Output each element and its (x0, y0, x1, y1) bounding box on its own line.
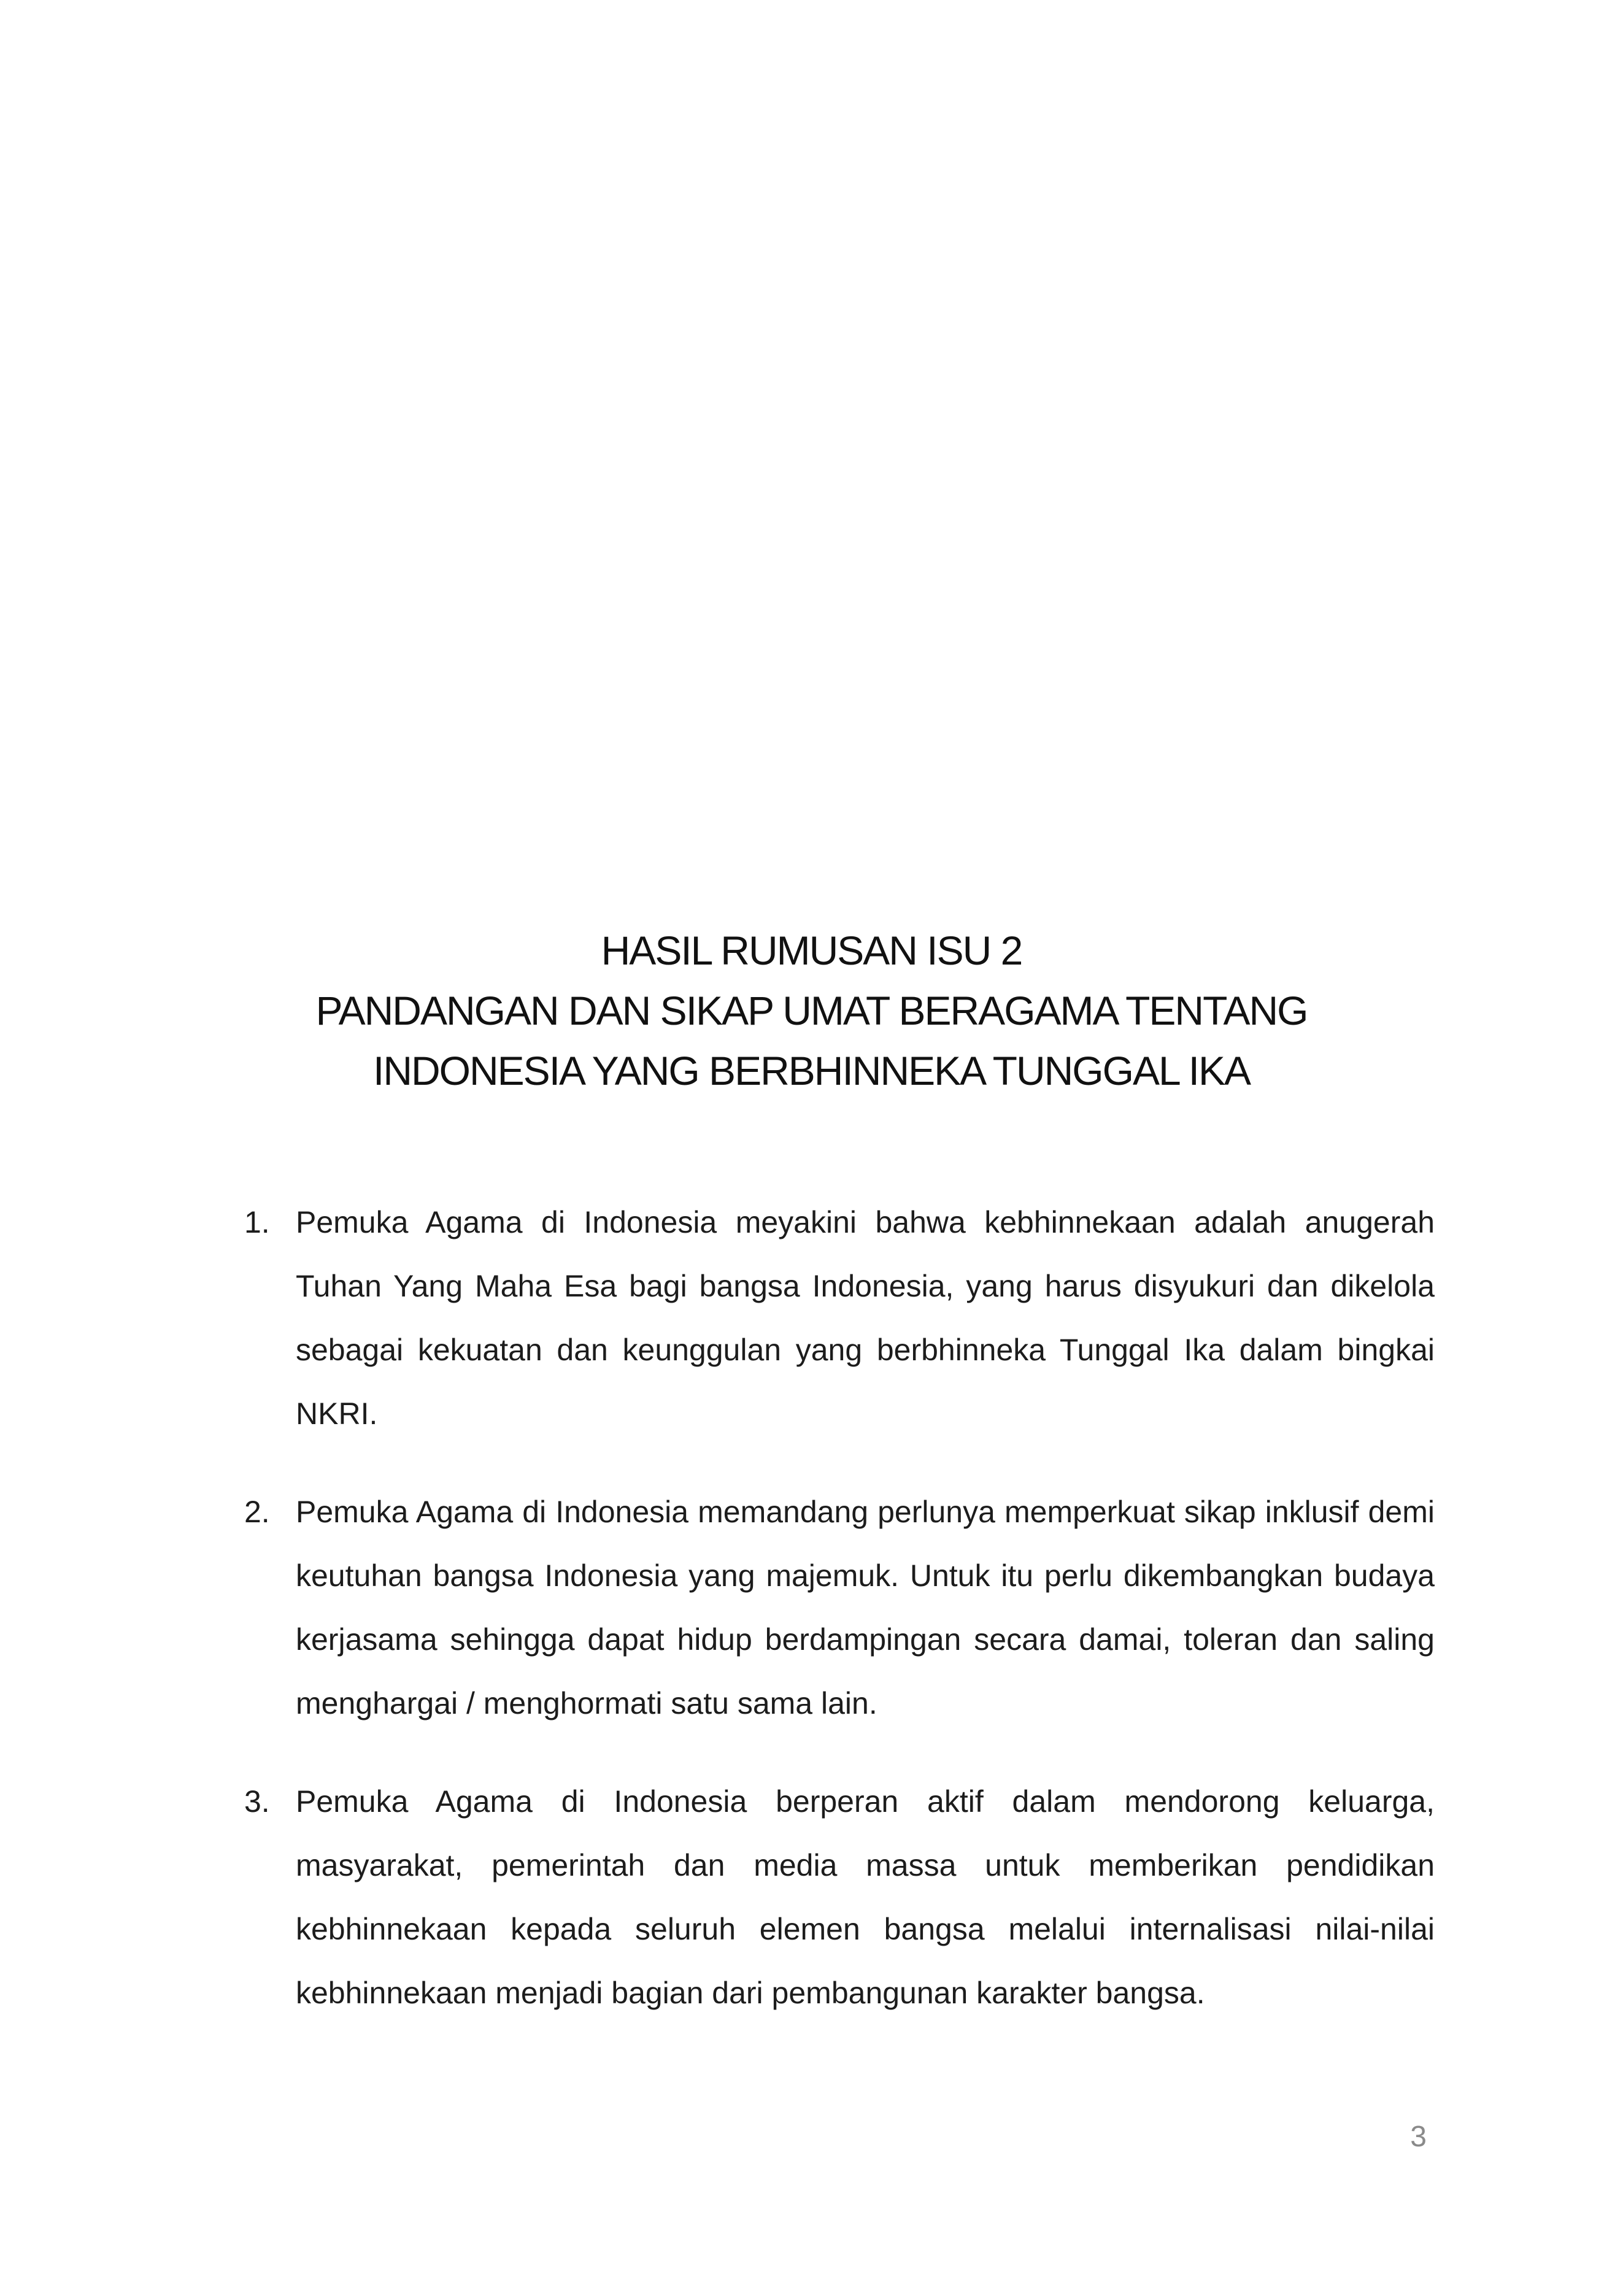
title-line-3: INDONESIA YANG BERBHINNEKA TUNGGAL IKA (373, 1048, 1250, 1093)
list-item-1 (244, 1190, 1435, 1446)
page-number: 3 (1410, 2121, 1427, 2153)
title-line-2: PANDANGAN DAN SIKAP UMAT BERAGAMA TENTANG (315, 988, 1308, 1033)
list-item-number: 1. (244, 1205, 270, 1239)
list-item-text: Pemuka Agama di Indonesia memandang perlunya memperkuat sikap inklusif demi keutuhan bangsa Indonesia yang majemuk. Untuk itu perlu dikembangkan budaya kerjasama sehingga dapat hidup berdampingan secara damai, toleran dan saling menghargai / menghormati satu sama lain. (296, 1495, 1435, 1720)
document-title (184, 920, 1439, 1101)
list-item-text: Pemuka Agama di Indonesia meyakini bahwa kebhinnekaan adalah anugerah Tuhan Yang Maha Esa bagi bangsa Indonesia, yang harus disyukuri dan dikelola sebagai kekuatan dan keunggulan yang berbhinneka Tunggal Ika dalam bingkai NKRI. (296, 1205, 1435, 1431)
list-item-3 (244, 1770, 1435, 2025)
resolution-list (244, 1190, 1435, 2025)
title-line-1: HASIL RUMUSAN ISU 2 (601, 928, 1022, 973)
list-item-2 (244, 1480, 1435, 1735)
list-item-number: 3. (244, 1784, 270, 1819)
list-item-number: 2. (244, 1495, 270, 1529)
list-item-text: Pemuka Agama di Indonesia berperan aktif dalam mendorong keluarga, masyarakat, pemerintah dan media massa untuk memberikan pendidikan kebhinnekaan kepada seluruh elemen bangsa melalui internalisasi nilai-nilai kebhinnekaan menjadi bagian dari pembangunan karakter bangsa. (296, 1784, 1435, 2010)
